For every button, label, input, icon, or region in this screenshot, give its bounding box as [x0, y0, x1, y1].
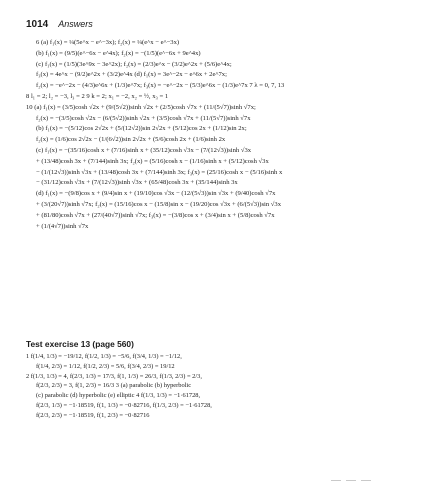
section-title: Test exercise 13 (page 560) [26, 339, 134, 349]
text-line: f(2/3, 1/3) = −1·18519, f(1, 1/3) = −0·82716, f(1/3, 2/3) = −1·61728, [36, 401, 212, 409]
text-line: (c) parabolic (d) hyperbolic (e) elliptic 4 f(1/3, 1/3) = −1·61728, [36, 392, 201, 400]
text-line: (c) f₁(x) = (1/5)(3e^9x − 3e^2x); f₂(x) = (2/3)e^x − (3/2)e^2x + (5/6)e^4x; [36, 60, 232, 68]
text-line: f₂(x) = −(3/5)cosh √2x − (6/(5√2))sinh √2x + (3/5)cosh √7x + (11/(5√7))sinh √7x [36, 114, 251, 122]
text-line: f₃(x) = 4e^x − (9/2)e^2x + (3/2)e^4x (d) f₁(x) = 3e^−2x − e^6x + 2e^7x; [36, 71, 227, 79]
text-line: f₂(x) = −e^−2x − (4/3)e^6x + (1/3)e^7x; f₃(x) = −e^−2x − (5/3)e^6x − (1/3)e^7x 7 λ = 0, 7, 13 [36, 82, 285, 90]
text-line: 10 (a) f₁(x) = (3/5)cosh √2x + (9/(5√2))sinh √2x + (2/5)cosh √7x + (11/(5√7))sinh √7x; [26, 103, 256, 111]
text-line: − (31/12)cosh √3x + (7/(12√3))sinh √3x + (65/48)cosh 3x + (35/144)sinh 3x [36, 179, 238, 187]
text-line: 8 l₁ = 2; l₂ = −3, l₃ = 2 9 k = 2; x₁ = −2, x₂ = ½, x₃ = 1 [26, 92, 169, 100]
text-line: + (3/(20√7))sinh √7x; f₂(x) = (15/16)cos x − (15/8)sin x − (19/20)cos √3x + (6/(5√3))sin √3x [36, 200, 282, 208]
text-line: 1 f(1/4, 1/3) = −19/12, f(1/2, 1/3) = −5/6, f(3/4, 1/3) = −1/12, [26, 353, 182, 360]
text-line: (c) f₁(x) = −(35/16)cosh x + (7/16)sinh x + (35/12)cosh √3x − (7/(12√3))sinh √3x [36, 146, 252, 154]
text-line: + (1/(4√7))sinh √7x [36, 222, 89, 230]
running-title: Answers [58, 19, 93, 29]
text-line: 6 (a) f₁(x) = ¼(5e^x − e^−3x); f₂(x) = ¼(e^x − e^−3x) [36, 39, 180, 46]
text-line: f₂(x) = (1/6)cos 2√2x − (1/(6√2))sin 2√2x + (5/6)cosh 2x + (1/6)sinh 2x [36, 136, 226, 144]
text-line: + (81/80)cosh √7x + (27/(40√7))sinh √7x; f₃(x) = −(3/8)cos x + (3/4)sin x + (5/8)cosh √7x [36, 211, 275, 219]
page-corner-mark [331, 468, 391, 470]
text-line: + (13/48)cosh 3x + (7/144)sinh 3x; f₂(x) = (5/16)cosh x − (1/16)sinh x + (5/12)cosh √3x [36, 157, 269, 165]
page-header [26, 14, 93, 32]
text-line: (b) f₁(x) = (9/5)(e^−6x − e^4x); f₂(x) = −(1/5)(e^−6x + 9e^4x) [36, 49, 201, 57]
text-line: (b) f₁(x) = −(5/12)cos 2√2x + (5/(12√2))sin 2√2x + (5/12)cos 2x + (1/12)sin 2x; [36, 125, 247, 133]
page-number: 1014 [26, 19, 49, 30]
text-line: − (1/(12√3))sinh √3x + (13/48)cosh 3x + (7/144)sinh 3x; f₃(x) = (25/16)cosh x − (5/16)sinh x [36, 168, 283, 176]
test-exercise-block [26, 352, 406, 421]
text-line: f(2/3, 2/3) = −1·18519, f(1, 2/3) = −0·82716 [36, 411, 150, 419]
text-line: f(2/3, 2/3) = 3, f(1, 2/3) = 16/3 3 (a) parabolic (b) hyperbolic [36, 382, 192, 390]
text-line: f(1/4, 2/3) = 1/12, f(1/2, 2/3) = 5/6, f(3/4, 2/3) = 19/12 [36, 362, 175, 370]
answers-block [26, 38, 406, 232]
text-line: 2 f(1/3, 1/3) = 4, f(2/3, 1/3) = 17/3, f(1, 1/3) = 26/3, f(1/3, 2/3) = 2/3, [26, 372, 202, 380]
text-line: (d) f₁(x) = −(9/8)cos x + (9/4)sin x + (19/10)cos √3x − (12/(5√3))sin √3x + (9/40)cosh √7x [36, 190, 276, 198]
